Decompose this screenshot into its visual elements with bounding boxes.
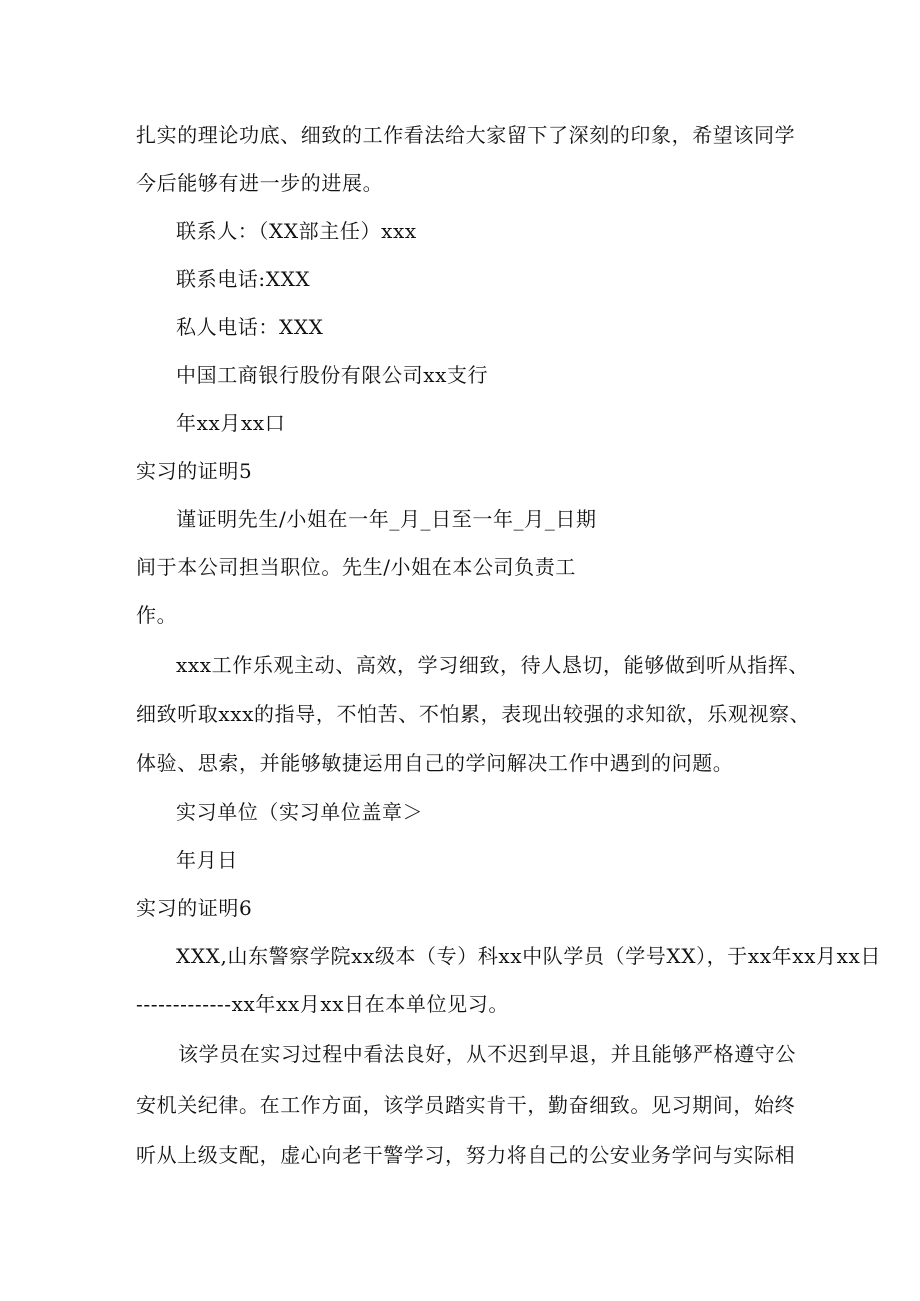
date-line: 年xx月xx口 [176,411,286,435]
paragraph-line: 今后能够有进一步的进展。 [136,171,384,195]
contact-person-line: 联系人：（XX部主任）xxx [176,219,417,243]
contact-phone-line: 联系电话:XXX [176,267,311,291]
paragraph-line: xxx工作乐观主动、高效，学习细致，待人恳切，能够做到听从指挥、 [176,653,810,677]
paragraph-line: 作。 [136,603,178,627]
paragraph-line: 细致听取xxx的指导，不怕苦、不怕累，表现出较强的求知欲，乐观视察、 [136,702,811,726]
paragraph-line: 体验、思索，并能够敏捷运用自己的学问解决工作中遇到的问题。 [136,751,734,775]
private-phone-line: 私人电话：XXX [176,315,324,339]
date-line: 年月日 [176,848,238,872]
paragraph-line: 安机关纪律。在工作方面，该学员踏实肯干，勤奋细致。见习期间，始终 [136,1093,796,1117]
section-heading: 实习的证明6 [136,896,253,920]
paragraph-line: 谨证明先生/小姐在一年_月_日至一年_月_日期 [176,507,597,531]
paragraph-line: XXX,山东警察学院xx级本（专）科xx中队学员（学号XX），于xx年xx月xx日 [176,944,881,968]
paragraph-line: 该学员在实习过程中看法良好，从不迟到早退，并且能够严格遵守公 [178,1042,796,1066]
company-name-line: 中国工商银行股份有限公司xx支行 [176,363,489,387]
section-heading: 实习的证明5 [136,459,253,483]
paragraph-line: 听从上级支配，虚心向老干警学习，努力将自己的公安业务学问与实际相 [136,1143,796,1167]
paragraph-line: 间于本公司担当职位。先生/小姐在本公司负责工 [136,555,576,579]
paragraph-line: 扎实的理论功底、细致的工作看法给大家留下了深刻的印象，希望该同学 [136,123,796,147]
signature-unit-line: 实习单位（实习单位盖章＞ [176,800,424,824]
paragraph-line: -------------xx年xx月xx日在本单位见习。 [136,992,509,1016]
